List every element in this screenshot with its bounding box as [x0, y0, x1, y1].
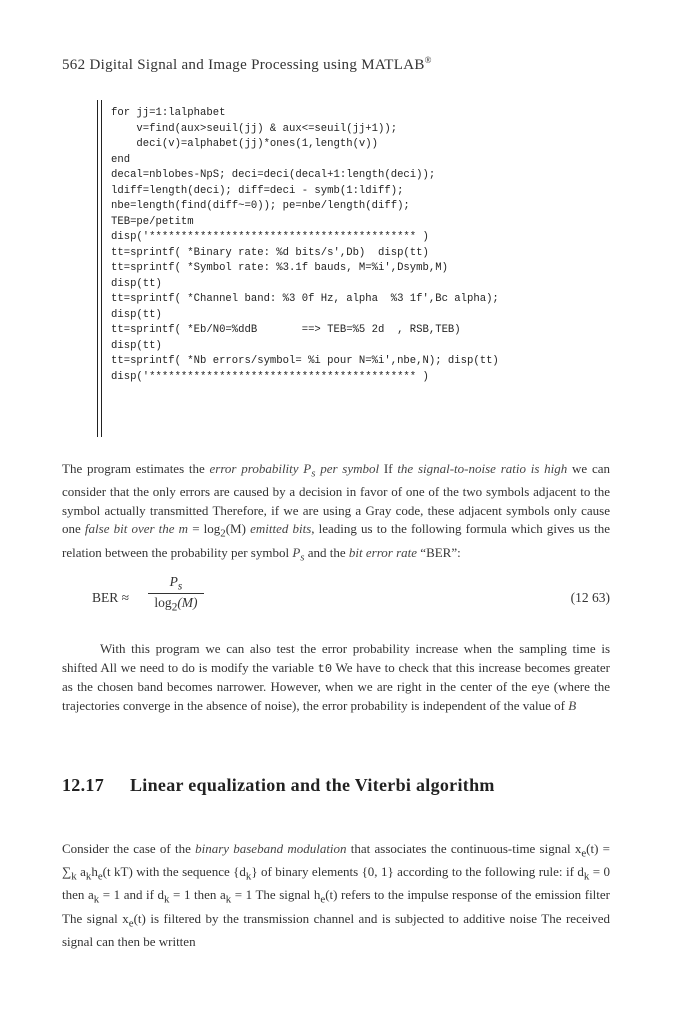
- fraction-bar: [148, 593, 204, 594]
- code-line: tt=sprintf( *Channel band: %3 0f Hz, alpha %3 1f',Bc alpha);: [111, 293, 499, 305]
- paragraph-sampling-time: With this program we can also test the error probability increase when the sampling time is shifted All we need to do is modify the variable t0 We have to check that this increase becomes greater as the chosen band becomes narrower. However, when we are right in the center of the eye (where the trajectories converge in the absence of noise), the error probability is independent of the value of B: [62, 641, 610, 713]
- equation-number: (12 63): [570, 590, 610, 605]
- section-number: 12.17: [62, 775, 104, 795]
- paragraph-binary-modulation: Consider the case of the binary baseband modulation that associates the continuous-time signal $x_e(t) = \sum_k$ $a_kh_e(t$ kT) with the sequence $\{d_k\}$ of binary elements {0, 1} according to the following rule: if $d_k = 0$ then $a_k = 1$ and if $d_k = 1$ then $a_k = 1$ The signal $h_e(t)$ refers to the impulse response of the emission filter The signal $x_e(t)$ is filtered by the transmission channel and is subjected to additive noise The received signal can then be written: [62, 841, 611, 949]
- equation-lhs: BER ≈: [92, 590, 130, 605]
- code-line: tt=sprintf( *Eb/N0=%ddB ==> TEB=%5 2d , RSB,TEB): [111, 324, 461, 336]
- book-title: Digital Signal and Image Processing using MATLAB: [89, 57, 425, 73]
- code-line: tt=sprintf( *Symbol rate: %3.1f bauds, M=%i',Dsymb,M): [111, 262, 448, 274]
- equation-numerator: $P_s$: [169, 574, 183, 593]
- equation-ber: [62, 574, 610, 624]
- code-line: nbe=length(find(diff~=0)); pe=nbe/length(diff);: [111, 200, 410, 212]
- paragraph-error-probability: The program estimates the error probability $P_s$ per symbol If the signal-to-noise ratio is high we can consider that the only errors are caused by a decision in favor of one of the two symbols adjacent to the symbol actually transmitted Therefore, if we are using a Gray code, these adjacent symbols only cause one false bit over the $m = \log_2(M)$ emitted bits, leading us to the following formula which gives us the relation between the probability per symbol $P_s$ and the bit error rate “BER”:: [62, 461, 610, 564]
- inline-code-t0: t0: [317, 661, 333, 676]
- code-line: disp(tt): [111, 277, 162, 290]
- code-line: tt=sprintf( *Binary rate: %d bits/s',Db) disp(tt): [111, 246, 429, 259]
- section-title-text: Linear equalization and the Viterbi algorithm: [130, 775, 495, 795]
- code-line: ldiff=length(deci); diff=deci - symb(1:ldiff);: [111, 184, 404, 197]
- matlab-code: [111, 106, 499, 385]
- code-line: decal=nblobes-NpS; deci=deci(decal+1:length(deci));: [111, 169, 436, 181]
- section-heading: [62, 775, 495, 796]
- code-line: for jj=1:lalphabet: [111, 107, 226, 119]
- equation-fraction: [148, 574, 204, 614]
- registered-mark: ®: [424, 55, 432, 65]
- code-line: disp('****************************************** ): [111, 231, 429, 243]
- code-line: TEB=pe/petitm: [111, 215, 194, 228]
- running-head: [62, 55, 432, 74]
- code-line: deci(v)=alphabet(jj)*ones(1,length(v)): [111, 138, 379, 150]
- equation-denominator: $\log_2(M)$: [154, 595, 198, 614]
- code-line: disp(tt): [111, 308, 162, 321]
- code-line: tt=sprintf( *Nb errors/symbol= %i pour N=%i',nbe,N); disp(tt): [111, 355, 499, 367]
- page-number: 562: [62, 57, 86, 73]
- code-line: disp('****************************************** ): [111, 370, 429, 383]
- code-margin-rule: [97, 100, 102, 437]
- code-line: disp(tt): [111, 339, 162, 352]
- code-line: end: [111, 153, 131, 166]
- code-listing: [97, 100, 657, 440]
- code-line: v=find(aux>seuil(jj) & aux<=seuil(jj+1));: [111, 122, 398, 135]
